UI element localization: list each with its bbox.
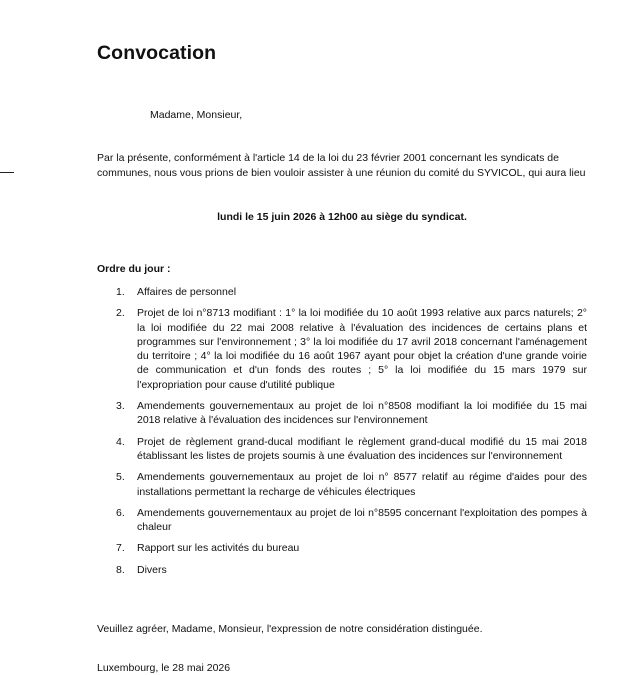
agenda-item-text: Amendements gouvernementaux au projet de loi n°8595 concernant l'exploitation des pompes à chaleur [137, 506, 587, 534]
agenda-item-text: Projet de loi n°8713 modifiant : 1° la loi modifiée du 10 août 1993 relative aux parcs naturels; 2° la loi modifiée du 22 mai 2008 relative à l'évaluation des incidences de certains plans et programmes sur l'environnement ; 3° la loi modifiée du 17 avril 2018 concernant l'aménagement du territoire ; 4° la loi modifiée du 16 août 1967 ayant pour objet la création d'une grande voirie de communication et d'un fonds des routes ; 5° la loi modifiée du 15 mars 1979 sur l'expropriation pour cause d'utilité publique [137, 307, 587, 391]
agenda-item [97, 470, 587, 499]
agenda-item-text: Rapport sur les activités du bureau [137, 542, 300, 555]
agenda-item [97, 435, 587, 464]
agenda-item-text: Projet de règlement grand-ducal modifiant le règlement grand-ducal modifié du 15 mai 2018 établissant les listes de projets soumis à une évaluation des incidences sur l'environnement [137, 435, 587, 462]
agenda-item-text: Amendements gouvernementaux au projet de loi n° 8577 relatif au régime d'aides pour des installations permettant la recharge de véhicules électriques [137, 471, 587, 498]
meeting-details: lundi le 15 juin 2026 à 12h00 au siège du syndicat. [217, 211, 467, 223]
agenda-title: Ordre du jour : [97, 263, 171, 275]
closing-formula: Veuillez agréer, Madame, Monsieur, l'expression de notre considération distinguée. [97, 623, 483, 635]
agenda-list [97, 285, 587, 584]
agenda-item-number: 8. [116, 563, 125, 576]
agenda-item [97, 541, 587, 555]
agenda-item [97, 285, 587, 299]
agenda-item [97, 506, 587, 535]
agenda-item-number: 3. [116, 400, 125, 413]
agenda-item-number: 6. [116, 506, 125, 519]
agenda-item-number: 7. [116, 542, 125, 555]
agenda-item-number: 1. [116, 286, 125, 298]
agenda-item-text: Divers [137, 563, 167, 576]
salutation: Madame, Monsieur, [150, 109, 243, 121]
agenda-item [97, 306, 587, 392]
intro-paragraph: Par la présente, conformément à l'article 14 de la loi du 23 février 2001 concernant les syndicats de communes, nous vous prions de bien vouloir assister à une réunion du comité du SYVICOL, qui aura lieu [97, 152, 586, 179]
agenda-item-number: 4. [116, 435, 125, 448]
document-title: Convocation [97, 42, 217, 64]
agenda-item [97, 563, 587, 577]
agenda-item-number: 5. [116, 471, 125, 484]
agenda-item-number: 2. [116, 307, 125, 320]
place-date: Luxembourg, le 28 mai 2026 [97, 662, 231, 674]
agenda-item-text: Amendements gouvernementaux au projet de loi n°8508 modifiant la loi modifiée du 15 mai 2018 relative à l'évaluation des incidences sur l'environnement [137, 400, 587, 427]
margin-mark [0, 172, 14, 173]
agenda-item-text: Affaires de personnel [137, 286, 237, 298]
agenda-item [97, 399, 587, 428]
